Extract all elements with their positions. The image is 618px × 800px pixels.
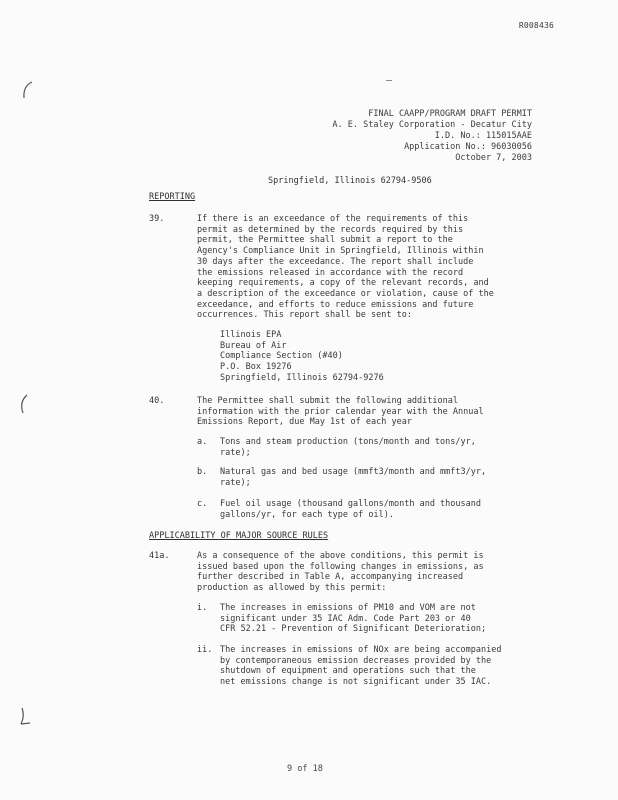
section-heading-reporting: REPORTING — [149, 192, 196, 202]
condition-40-item-a-label: a. — [197, 437, 208, 447]
condition-39-address: Illinois EPA Bureau of Air Compliance Section (#40) P.O. Box 19276 Springfield, Illinois 62794-9276 — [220, 330, 384, 383]
condition-40-text: The Permittee shall submit the following additional information with the prior calendar year with the Annual Emissions Report, due May 1st of each year — [197, 396, 484, 428]
bates-number: R008436 — [518, 21, 554, 30]
condition-40-item-b-text: Natural gas and bed usage (mmft3/month and mmft3/yr, rate); — [220, 467, 487, 488]
condition-40-item-c-text: Fuel oil usage (thousand gallons/month and thousand gallons/yr, for each type of oil). — [220, 499, 481, 520]
header-line-title: FINAL CAAPP/PROGRAM DRAFT PERMIT — [368, 109, 532, 119]
condition-40-item-a-text: Tons and steam production (tons/month and tons/yr, rate); — [220, 437, 476, 458]
condition-39-text: If there is an exceedance of the requirements of this permit as determined by the records required by this permit, the Permittee shall submit a report to the Agency's Compliance Unit in Springfield, Illinois within 30 days after the exceedance. The report shall include the emissions released in accordance with the record keeping requirements, a copy of the relevant records, and a description of the exceedance or violation, cause of the exceedance, and efforts to reduce emissions and future occurrences. This report shall be sent to: — [197, 214, 494, 321]
location-line: Springfield, Illinois 62794-9506 — [268, 176, 432, 186]
condition-41-text: As a consequence of the above conditions, this permit is issued based upon the following changes in emissions, as further described in Table A, accompanying increased production as allowed by this permit: — [197, 551, 484, 594]
condition-41-number: 41a. — [149, 551, 170, 561]
condition-41-item-i-label: i. — [197, 603, 208, 613]
header-line-application: Application No.: 96030056 — [404, 142, 532, 152]
header-line-company: A. E. Staley Corporation - Decatur City — [332, 120, 532, 130]
condition-41-item-i-text: The increases in emissions of PM10 and VOM are not significant under 35 IAC Adm. Code Part 203 or 40 CFR 52.21 - Prevention of Significant Deterioration; — [220, 603, 487, 635]
punch-hole-mark-bottom — [19, 706, 33, 726]
punch-hole-mark-top — [20, 80, 34, 100]
header-line-id: I.D. No.: 115015AAE — [434, 131, 532, 141]
permit-header — [332, 109, 532, 164]
condition-40-number: 40. — [149, 396, 165, 406]
header-line-date: October 7, 2003 — [455, 153, 532, 163]
condition-41-item-ii-text: The increases in emissions of NOx are being accompanied by contemporaneous emission decreases provided by the shutdown of equipment and operations such that the net emissions change is not significant under 35 IAC. — [220, 645, 502, 688]
condition-39-number: 39. — [149, 214, 165, 224]
condition-41-item-ii-label: ii. — [197, 645, 213, 655]
condition-40-item-c-label: c. — [197, 499, 208, 509]
punch-hole-mark-middle — [17, 394, 31, 414]
scan-artifact-dash — [386, 80, 392, 81]
page-number: 9 of 18 — [287, 764, 323, 774]
section-heading-applicability: APPLICABILITY OF MAJOR SOURCE RULES — [149, 531, 329, 541]
condition-40-item-b-label: b. — [197, 467, 208, 477]
